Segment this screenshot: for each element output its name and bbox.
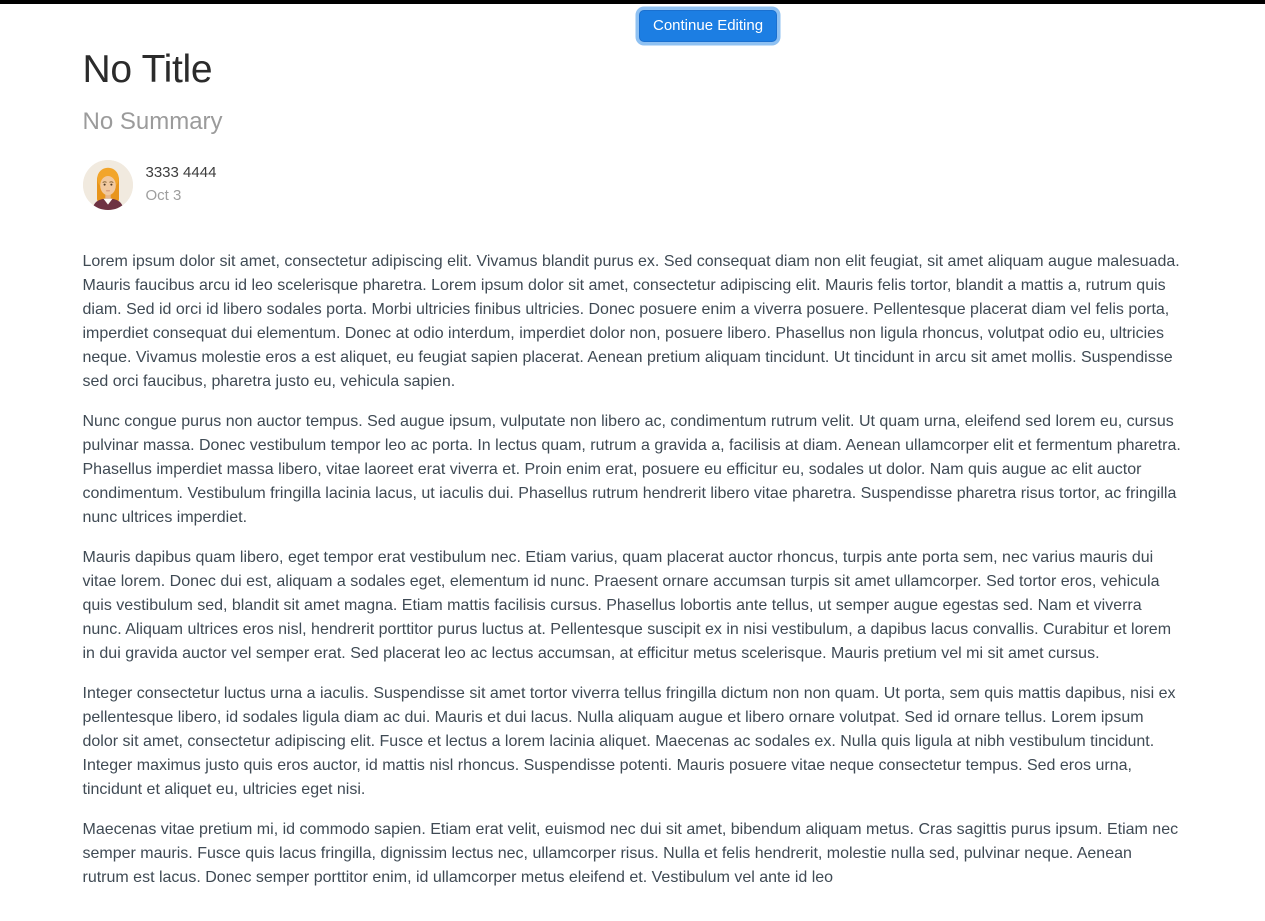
post-paragraph: Integer consectetur luctus urna a iaculis. Suspendisse sit amet tortor viverra tellus fringilla dictum non non quam. Ut porta, sem quis mattis dapibus, nisi ex pellentesque libero, id sodales ligula diam ac dui. Mauris et dui lacus. Nulla aliquam augue et libero ornare volutpat. Sed id ornare tellus. Lorem ipsum dolor sit amet, consectetur adipiscing elit. Fusce et lectus a lorem lacinia aliquet. Maecenas ac sodales ex. Nulla quis ligula at nibh vestibulum tincidunt. Integer maximus justo quis eros auctor, id mattis nisl rhoncus. Suspendisse potenti. Mauris posuere vitae neque consectetur tempus. Sed eros urna, tincidunt et aliquet eu, ultricies eget nisi.: [82, 684, 1176, 798]
post-paragraph: Lorem ipsum dolor sit amet, consectetur adipiscing elit. Vivamus blandit purus ex. Sed consequat diam non elit feugiat, sit amet aliquam augue malesuada. Mauris faucibus arcu id leo scelerisque pharetra. Lorem ipsum dolor sit amet, consectetur adipiscing elit. Mauris felis tortor, blandit a mattis a, rutrum quis diam. Sed id orci id libero sodales porta. Morbi ultricies finibus ultricies. Donec posuere enim a viverra posuere. Pellentesque placerat diam vel felis porta, imperdiet consequat dui elementum. Donec at odio interdum, imperdiet dolor non, posuere libero. Phasellus non ligula rhoncus, volutpat odio eu, ultricies neque. Vivamus molestie eros a est aliquet, eu feugiat sapien placerat. Aenean pretium aliquam tincidunt. Ut tincidunt in arcu sit amet mollis. Suspendisse sed orci faucibus, pharetra justo eu, vehicula sapien.: [82, 252, 1180, 390]
author-name: 3333 4444: [145, 164, 217, 182]
post-date: Oct 3: [145, 187, 182, 205]
post-paragraph: Mauris dapibus quam libero, eget tempor erat vestibulum nec. Etiam varius, quam placerat auctor rhoncus, turpis ante porta sem, nec varius mauris dui vitae lorem. Donec dui est, aliquam a sodales eget, elementum id nunc. Praesent ornare accumsan turpis sit amet ullamcorper. Sed tortor eros, vehicula quis vestibulum sed, blandit sit amet magna. Etiam mattis facilisis cursus. Phasellus lobortis ante tellus, ut semper augue egestas sed. Nam et viverra nunc. Aliquam ultrices eros nisl, hendrerit porttitor purus luctus at. Pellentesque suscipit ex in nisi vestibulum, a dapibus lacus convallis. Curabitur et lorem in dui gravida auctor vel semper erat. Sed placerat leo ac lectus accumsan, at efficitur metus scelerisque. Mauris pretium vel mi sit amet cursus.: [82, 548, 1172, 662]
post-summary: No Summary: [82, 107, 223, 135]
author-byline: [83, 160, 1183, 210]
author-avatar: [83, 160, 133, 210]
woman-avatar-icon: [83, 160, 133, 210]
post-paragraph: Nunc congue purus non auctor tempus. Sed augue ipsum, vulputate non libero ac, condimentum rutrum velit. Ut quam urna, eleifend sed lorem eu, cursus pulvinar massa. Donec vestibulum tempor leo ac porta. In lectus quam, rutrum a gravida a, facilisis at diam. Aenean ullamcorper elit et fermentum pharetra. Phasellus imperdiet massa libero, vitae laoreet erat viverra et. Proin enim erat, posuere eu efficitur eu, sodales ut dolor. Nam quis augue ac elit auctor condimentum. Vestibulum fringilla lacinia lacus, ut iaculis dui. Phasellus rutrum hendrerit libero vitae pharetra. Suspendisse pharetra risus tortor, ac fringilla nunc ultrices imperdiet.: [82, 412, 1181, 526]
continue-editing-button[interactable]: Continue Editing: [639, 10, 777, 42]
post-paragraph: Maecenas vitae pretium mi, id commodo sapien. Etiam erat velit, euismod nec dui sit amet, bibendum aliquam metus. Cras sagittis purus ipsum. Etiam nec semper mauris. Fusce quis lacus fringilla, dignissim lectus nec, ullamcorper risus. Nulla et felis hendrerit, molestie nulla sed, pulvinar neque. Aenean rutrum est lacus. Donec semper porttitor enim, id ullamcorper metus eleifend et. Vestibulum vel ante id leo: [82, 820, 1179, 886]
post-title: No Title: [82, 48, 213, 91]
post-body: [83, 250, 1183, 890]
post-content: [83, 48, 1183, 890]
byline-meta: [146, 163, 217, 206]
top-border-bar: [0, 0, 1265, 4]
